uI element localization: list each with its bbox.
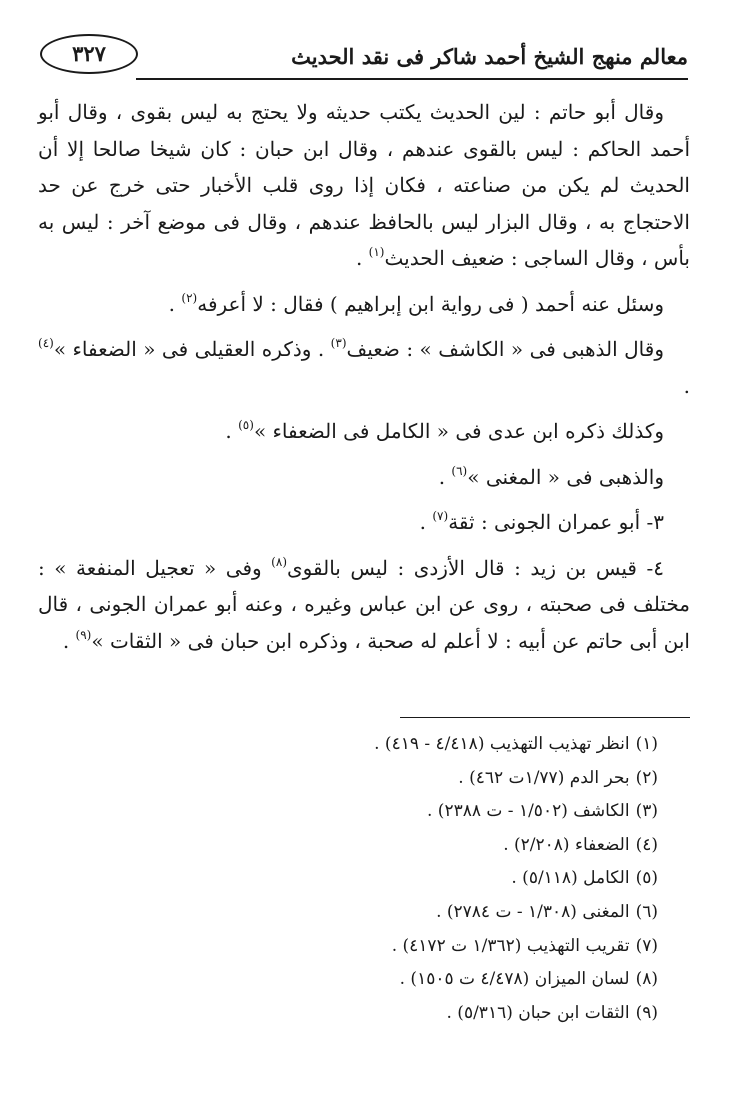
footnote-item [40,728,658,762]
sentence-end: . [225,419,239,443]
sentence-end: . [683,373,690,398]
footnote-separator [400,717,690,718]
footnote-number: (٥) [635,868,658,889]
footnote-item [40,762,658,796]
paragraph-1 [38,94,690,277]
paragraph-7 [38,550,690,660]
footnote-item [40,963,658,997]
paragraph-text: وكذلك ذكره ابن عدى فى « الكامل فى الضعفاء » [253,419,664,443]
footnote-number: (١) [635,734,658,754]
footnote-ref: (٥) [238,418,254,432]
paragraph-4 [38,413,690,450]
sentence-end: . [62,628,76,653]
paragraph-5 [38,459,690,496]
sentence-end: . [355,246,369,270]
footnote-ref: (٨) [271,554,287,569]
main-text [38,94,690,668]
footnote-text: لسان الميزان (٤/٤٧٨ ت ١٥٠٥) . [399,969,630,990]
footnote-number: (٤) [635,834,658,855]
footnote-text: بحر الدم (١/٧٧ت ٤٦٢) . [458,767,630,788]
footnotes [40,728,658,1030]
footnote-item [40,930,658,964]
paragraph-text: والذهبى فى « المغنى » [467,464,664,489]
footnote-text: المغنى (١/٣٠٨ - ت ٢٧٨٤) . [436,901,630,922]
footnote-number: (٧) [635,935,658,956]
footnote-number: (٢) [635,767,658,788]
paragraph-3 [38,331,690,404]
footnote-ref: (٣) [330,336,347,350]
running-title: معالم منهج الشيخ أحمد شاكر فى نقد الحديث [291,44,688,69]
footnote-text: الثقات ابن حبان (٥/٣١٦) . [446,1002,630,1023]
footnote-ref: (١) [368,245,385,259]
footnote-ref: (٧) [432,509,449,523]
footnote-item [40,896,658,930]
footnote-text: انظر تهذيب التهذيب (٤/٤١٨ - ٤١٩) . [374,734,630,754]
footnote-text: الكامل (٥/١١٨) . [511,868,630,889]
sentence-end: . [438,464,452,489]
footnote-ref: (٦) [451,463,468,478]
footnote-ref: (٢) [181,290,198,305]
page-header [40,28,688,82]
paragraph-text: ٤- قيس بن زيد : قال الأزدى : ليس بالقوى [287,555,664,580]
footnote-item [40,997,658,1031]
paragraph-text: وقال أبو حاتم : لين الحديث يكتب حديثه ولا يحتج به ليس بقوى ، وقال أبو أحمد الحاكم : ليس بالقوى عندهم ، وقال ابن حبان : كان شيخا صالحا إلا أن الحديث لم يكن من صناعته ، فكان إذا روى قلب الأخبار حتى خرج عن حد الاحتجاج به ، وقال البزار ليس بالحافظ عندهم ، وقال فى موضع آخر : ليس به بأس ، وقال الساجى : ضعيف الحديث [38,100,690,270]
footnote-text: الضعفاء (٢/٢٠٨) . [503,834,630,855]
footnote-number: (٦) [635,901,658,922]
footnote-text: الكاشف (١/٥٠٢ - ت ٢٣٨٨) . [427,801,630,822]
footnote-text: تقريب التهذيب (١/٣٦٢ ت ٤١٧٢) . [391,935,630,956]
sentence-end: . [168,291,182,316]
header-rule [136,78,688,80]
footnote-item [40,795,658,829]
footnote-number: (٩) [635,1002,658,1023]
footnote-item [40,829,658,863]
paragraph-6 [38,504,690,541]
footnote-number: (٣) [635,801,658,822]
footnote-item [40,862,658,896]
footnote-ref: (٩) [75,627,92,642]
footnote-number: (٨) [635,969,658,990]
paragraph-text: ٣- أبو عمران الجونى : ثقة [448,510,664,534]
paragraph-text: وسئل عنه أحمد ( فى رواية ابن إبراهيم ) فقال : لا أعرفه [197,291,664,316]
paragraph-text: . وذكره العقيلى فى « الضعفاء » [53,337,331,361]
footnote-ref: (٤) [38,336,54,350]
page-number: ٣٢٧ [40,34,138,74]
paragraph-text: وقال الذهبى فى « الكاشف » : ضعيف [346,337,664,361]
sentence-end: . [419,510,433,534]
paragraph-text: وفى « تعجيل المنفعة » : مختلف فى صحبته ، روى عن ابن عباس وغيره ، وعنه أبو عمران الجونى ، قال ابن أبى حاتم عن أبيه : لا أعلم له صحبة ، وذكره ابن حبان فى « الثقات » [38,555,690,653]
paragraph-2 [38,286,690,323]
